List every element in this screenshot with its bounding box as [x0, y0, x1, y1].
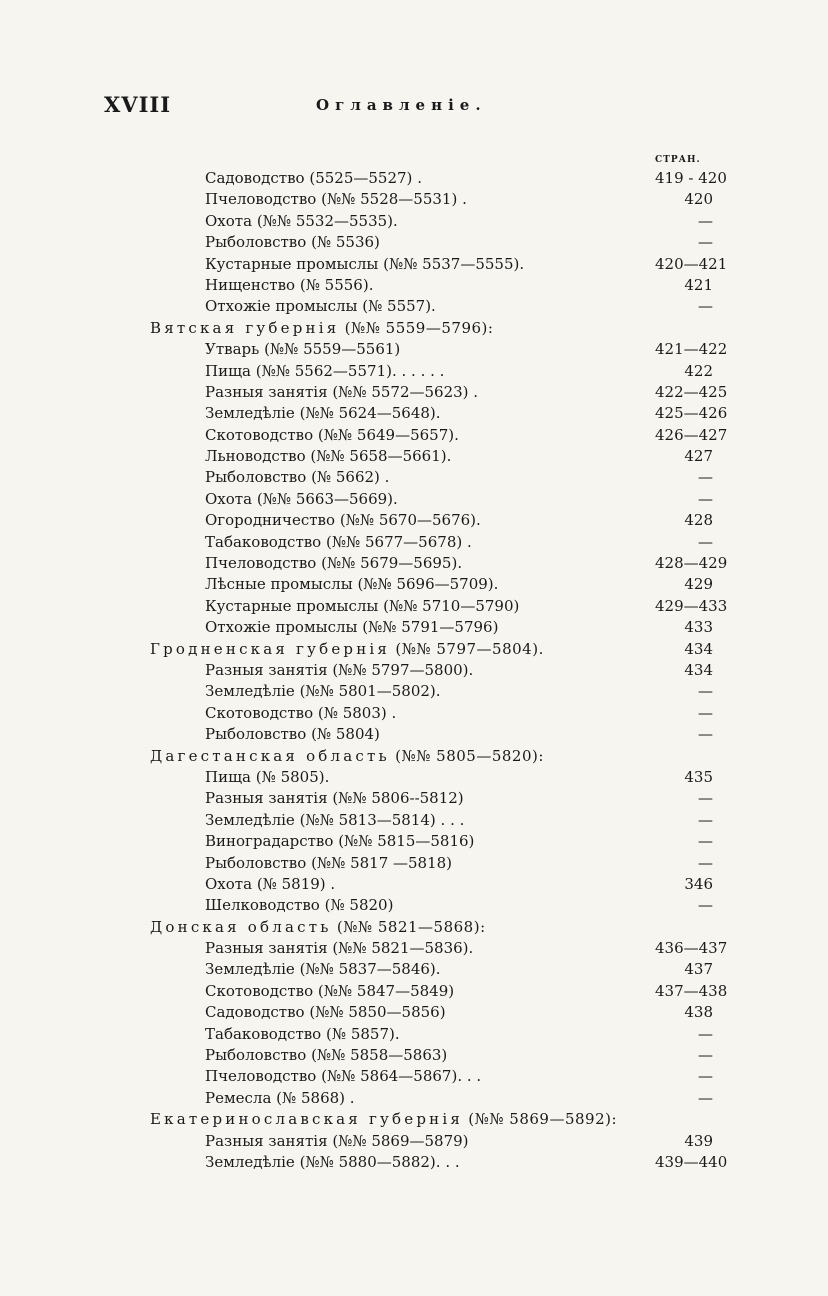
toc-entry-row — [0, 938, 828, 959]
toc-entry-name: Земледѣліе — [205, 1152, 295, 1171]
toc-section-row — [0, 639, 828, 660]
toc-entry-range: (№№ 5696—5709). — [357, 575, 499, 594]
toc-entry-leader: . — [379, 468, 390, 487]
toc-entry-name: Рыболовство — [205, 468, 307, 487]
toc-entry-pages: 437 — [684, 960, 713, 979]
toc-entry-text — [205, 788, 675, 809]
toc-entry-range: (№№ 5559—5796): — [344, 318, 494, 337]
toc-entry-range: (№№ 5847—5849) — [317, 981, 455, 1000]
toc-entry-name: Льноводство — [205, 447, 306, 466]
toc-entry-row — [0, 617, 828, 638]
toc-entry-name: Земледѣліе — [205, 960, 295, 979]
toc-entry-name: Разныя занятія — [205, 939, 328, 958]
toc-entry-row — [0, 275, 828, 296]
toc-entry-text — [205, 489, 675, 510]
toc-entry-text — [205, 532, 675, 553]
toc-entry-range: (№№ 5528—5531) — [321, 190, 458, 209]
toc-entry-range: (№ 5868) — [276, 1088, 346, 1107]
toc-entry-pages: 420 — [684, 190, 713, 209]
toc-entry-range: (№№ 5850—5856) — [309, 1003, 446, 1022]
toc-entry-text — [205, 425, 675, 446]
toc-entry-text — [205, 1152, 675, 1173]
toc-entry-name: Кустарные промыслы — [205, 254, 379, 273]
toc-entry-range: (№№ 5821—5868): — [336, 917, 486, 936]
toc-entry-name: Рыболовство — [205, 853, 307, 872]
toc-entry-range: (№ 5805). — [255, 767, 330, 786]
toc-entry-row — [0, 189, 828, 210]
toc-entry-pages: 422—425 — [655, 382, 728, 401]
toc-entry-pages: 434 — [684, 660, 713, 679]
toc-entry-pages: 346 — [684, 874, 713, 893]
toc-entry-range: (№ 5536) — [311, 233, 380, 252]
toc-entry-pages: — — [698, 1067, 713, 1086]
toc-entry-text — [205, 1066, 675, 1087]
toc-entry-range: (5525—5527) — [309, 169, 413, 187]
toc-entry-pages: 426—427 — [655, 425, 728, 444]
toc-entry-text — [150, 1109, 675, 1130]
toc-entry-pages: — — [698, 853, 713, 872]
toc-section-row — [0, 917, 828, 938]
toc-entry-range: (№№ 5837—5846). — [299, 960, 441, 979]
toc-entry-name: Скотоводство — [205, 981, 314, 1000]
toc-entry-row — [0, 767, 828, 788]
toc-entry-text — [205, 361, 675, 382]
toc-entry-text — [205, 446, 675, 467]
toc-entry-pages: — — [698, 489, 713, 508]
toc-entry-row — [0, 296, 828, 317]
toc-entry-range: (№№ 5815—5816) — [338, 832, 475, 851]
toc-entry-row — [0, 874, 828, 895]
toc-entry-pages: — — [698, 832, 713, 851]
toc-entry-pages: — — [698, 789, 713, 808]
toc-entry-row — [0, 532, 828, 553]
toc-entry-pages: — — [698, 1088, 713, 1107]
toc-entry-row — [0, 254, 828, 275]
toc-entry-text — [150, 917, 675, 938]
toc-entry-text — [205, 853, 675, 874]
toc-entry-name: Донская область — [150, 917, 332, 936]
toc-entry-row — [0, 489, 828, 510]
toc-entry-leader: . — [345, 1088, 355, 1107]
toc-entry-text — [205, 1045, 675, 1066]
toc-entry-range: (№ 5857). — [326, 1024, 400, 1043]
toc-entry-name: Ремесла — [205, 1088, 272, 1107]
toc-entry-range: (№№ 5813—5814) — [299, 810, 436, 829]
toc-entry-pages: — — [698, 211, 713, 230]
toc-entry-pages: — — [698, 725, 713, 744]
toc-entry-row — [0, 168, 828, 189]
toc-entry-text — [205, 574, 675, 595]
toc-entry-row — [0, 361, 828, 382]
toc-entry-row — [0, 853, 828, 874]
toc-entry-range: (№№ 5805—5820): — [395, 746, 544, 765]
toc-entry-name: Лѣсные промыслы — [205, 575, 353, 594]
toc-entry-text — [205, 296, 675, 317]
toc-entry-range: (№№ 5537—5555). — [383, 254, 525, 273]
toc-entry-name: Табаководство — [205, 1024, 322, 1043]
table-of-contents — [0, 168, 828, 1173]
toc-entry-row — [0, 981, 828, 1002]
toc-entry-name: Пчеловодство — [205, 1067, 317, 1086]
toc-entry-text — [205, 874, 675, 895]
toc-entry-pages: — — [698, 1024, 713, 1043]
toc-entry-range: (№№ 5880—5882). — [299, 1152, 441, 1171]
toc-entry-name: Земледѣліе — [205, 682, 295, 701]
toc-entry-pages: — — [698, 810, 713, 829]
toc-entry-leader: . — [325, 874, 336, 893]
toc-entry-leader: . — [462, 532, 472, 551]
toc-entry-name: Отхожіе промыслы — [205, 297, 358, 316]
page-title: Оглавленіе. — [316, 96, 487, 114]
toc-entry-text — [205, 938, 675, 959]
toc-entry-row — [0, 232, 828, 253]
toc-entry-leader: . . . . . — [396, 361, 445, 380]
toc-entry-pages: — — [698, 896, 713, 915]
toc-entry-name: Кустарные промыслы — [205, 596, 379, 615]
toc-entry-range: (№№ 5864—5867). — [321, 1067, 463, 1086]
toc-entry-pages: 437—438 — [655, 981, 728, 1000]
toc-entry-row — [0, 382, 828, 403]
page-header — [0, 92, 828, 122]
toc-entry-range: (№№ 5791—5796) — [362, 618, 499, 637]
toc-entry-name: Разныя занятія — [205, 382, 328, 401]
toc-entry-leader: . — [468, 382, 479, 401]
toc-entry-range: (№№ 5663—5669). — [256, 489, 398, 508]
toc-entry-text — [205, 703, 675, 724]
toc-entry-range: (№ 5556). — [299, 275, 374, 294]
toc-entry-row — [0, 574, 828, 595]
toc-entry-name: Пища — [205, 361, 251, 380]
toc-entry-range: (№№ 5677—5678) — [326, 532, 463, 551]
toc-entry-range: (№№ 5559—5561) — [264, 340, 401, 359]
toc-entry-range: (№ 5557). — [362, 297, 436, 316]
toc-entry-pages: 435 — [684, 767, 713, 786]
toc-entry-text — [150, 318, 675, 339]
toc-entry-range: (№ 5804) — [311, 725, 380, 744]
toc-entry-row — [0, 1066, 828, 1087]
toc-entry-row — [0, 703, 828, 724]
toc-entry-range: (№ 5820) — [324, 896, 394, 915]
toc-entry-name: Шелководство — [205, 896, 320, 915]
toc-entry-row — [0, 339, 828, 360]
toc-entry-name: Разныя занятія — [205, 660, 328, 679]
toc-entry-name: Скотоводство — [205, 703, 314, 722]
toc-entry-pages: — — [698, 703, 713, 722]
toc-entry-pages: 434 — [684, 639, 713, 658]
toc-entry-row — [0, 553, 828, 574]
toc-entry-row — [0, 1024, 828, 1045]
toc-entry-pages: — — [698, 1046, 713, 1065]
toc-entry-name: Рыболовство — [205, 1046, 307, 1065]
toc-entry-text — [205, 189, 675, 210]
toc-entry-text — [205, 382, 675, 403]
toc-entry-row — [0, 788, 828, 809]
toc-entry-text — [205, 1024, 675, 1045]
toc-entry-name: Гродненская губернія — [150, 639, 391, 658]
toc-entry-pages: 429—433 — [655, 596, 728, 615]
toc-entry-name: Пчеловодство — [205, 554, 317, 573]
toc-entry-leader: . . . — [435, 810, 465, 829]
toc-entry-pages: — — [698, 468, 713, 487]
toc-entry-row — [0, 895, 828, 916]
toc-entry-row — [0, 810, 828, 831]
toc-entry-range: (№№ 5572—5623) — [332, 382, 469, 401]
toc-entry-text — [205, 1002, 675, 1023]
toc-entry-row — [0, 1045, 828, 1066]
toc-entry-range: (№№ 5658—5661). — [310, 447, 452, 466]
toc-entry-row — [0, 681, 828, 702]
toc-entry-text — [205, 617, 675, 638]
toc-entry-range: (№№ 5806--5812) — [332, 789, 464, 808]
toc-entry-pages: 425—426 — [655, 404, 728, 423]
toc-entry-pages: 428 — [684, 511, 713, 530]
toc-entry-name: Садоводство — [205, 169, 305, 187]
toc-entry-text — [205, 254, 675, 275]
toc-entry-row — [0, 1002, 828, 1023]
toc-entry-row — [0, 510, 828, 531]
toc-entry-name: Охота — [205, 489, 253, 508]
pages-column-header: СТРАН. — [655, 155, 701, 165]
toc-entry-name: Вятская губернія — [150, 318, 340, 337]
toc-entry-pages: 421 — [684, 275, 713, 294]
toc-entry-row — [0, 959, 828, 980]
toc-section-row — [0, 318, 828, 339]
toc-entry-row — [0, 596, 828, 617]
toc-section-row — [0, 746, 828, 767]
toc-entry-text — [205, 810, 675, 831]
toc-entry-text — [150, 746, 675, 767]
toc-entry-range: (№№ 5624—5648). — [299, 404, 441, 423]
toc-entry-name: Скотоводство — [205, 425, 314, 444]
toc-entry-range: (№№ 5532—5535). — [256, 211, 398, 230]
toc-entry-name: Рыболовство — [205, 725, 307, 744]
toc-entry-text — [205, 211, 675, 232]
toc-entry-name: Разныя занятія — [205, 789, 328, 808]
toc-entry-text — [205, 959, 675, 980]
toc-entry-pages: 429 — [684, 575, 713, 594]
toc-entry-text — [205, 981, 675, 1002]
toc-entry-name: Охота — [205, 874, 253, 893]
toc-entry-pages: — — [698, 682, 713, 701]
toc-entry-range: (№№ 5710—5790) — [383, 596, 520, 615]
toc-entry-leader: . . — [440, 1152, 460, 1171]
toc-entry-name: Разныя занятія — [205, 1131, 328, 1150]
toc-entry-row — [0, 425, 828, 446]
toc-entry-pages: 419 - 420 — [655, 169, 727, 187]
toc-entry-name: Рыболовство — [205, 233, 307, 252]
toc-entry-name: Отхожіе промыслы — [205, 618, 358, 637]
toc-entry-pages: 433 — [684, 618, 713, 637]
toc-entry-text — [205, 724, 675, 745]
toc-entry-range: (№№ 5797—5804). — [395, 639, 544, 658]
toc-entry-text — [205, 467, 675, 488]
toc-entry-text — [205, 232, 675, 253]
toc-entry-pages: — — [698, 233, 713, 252]
toc-entry-pages: 439 — [684, 1131, 713, 1150]
toc-entry-name: Садоводство — [205, 1003, 305, 1022]
toc-entry-text — [205, 339, 675, 360]
toc-entry-text — [205, 831, 675, 852]
toc-entry-range: (№№ 5869—5892): — [468, 1110, 618, 1129]
toc-entry-row — [0, 831, 828, 852]
toc-entry-row — [0, 660, 828, 681]
toc-entry-text — [205, 553, 675, 574]
toc-entry-text — [205, 681, 675, 702]
toc-entry-name: Виноградарство — [205, 832, 334, 851]
toc-entry-text — [205, 1088, 675, 1109]
toc-entry-range: (№№ 5797—5800). — [332, 660, 474, 679]
toc-entry-text — [205, 168, 675, 189]
toc-entry-text — [205, 403, 675, 424]
toc-entry-text — [205, 510, 675, 531]
toc-entry-row — [0, 1131, 828, 1152]
toc-entry-range: (№№ 5649—5657). — [317, 425, 459, 444]
toc-entry-row — [0, 446, 828, 467]
toc-entry-name: Пища — [205, 767, 251, 786]
toc-entry-pages: 439—440 — [655, 1152, 728, 1171]
toc-entry-leader: . — [457, 190, 467, 209]
toc-section-row — [0, 1109, 828, 1130]
toc-entry-name: Екатеринославская губернія — [150, 1110, 463, 1129]
toc-entry-name: Земледѣліе — [205, 404, 295, 423]
toc-entry-name: Охота — [205, 211, 253, 230]
toc-entry-text — [205, 660, 675, 681]
toc-entry-pages: 438 — [684, 1003, 713, 1022]
toc-entry-range: (№№ 5801—5802). — [299, 682, 441, 701]
toc-entry-pages: — — [698, 532, 713, 551]
toc-entry-range: (№ 5662) — [311, 468, 380, 487]
toc-entry-leader: . . — [462, 1067, 482, 1086]
toc-entry-range: (№№ 5817 —5818) — [311, 853, 453, 872]
toc-entry-text — [205, 1131, 675, 1152]
toc-entry-name: Огородничество — [205, 511, 336, 530]
toc-entry-row — [0, 724, 828, 745]
toc-entry-pages: 436—437 — [655, 939, 728, 958]
toc-entry-text — [205, 767, 675, 788]
toc-entry-range: (№№ 5858—5863) — [311, 1046, 448, 1065]
toc-entry-text — [205, 275, 675, 296]
toc-entry-row — [0, 467, 828, 488]
toc-entry-row — [0, 403, 828, 424]
toc-entry-range: (№№ 5869—5879) — [332, 1131, 469, 1150]
toc-entry-name: Пчеловодство — [205, 190, 317, 209]
toc-entry-range: (№ 5803) — [317, 703, 387, 722]
toc-entry-name: Утварь — [205, 340, 260, 359]
toc-entry-range: (№ 5819) — [256, 874, 326, 893]
toc-entry-text — [150, 639, 675, 660]
toc-entry-range: (№№ 5562—5571). — [255, 361, 397, 380]
toc-entry-leader: . — [386, 703, 397, 722]
toc-entry-range: (№№ 5670—5676). — [339, 511, 481, 530]
toc-entry-pages: — — [698, 297, 713, 316]
toc-entry-row — [0, 211, 828, 232]
toc-entry-name: Нищенство — [205, 275, 296, 294]
toc-entry-name: Табаководство — [205, 532, 322, 551]
toc-entry-row — [0, 1152, 828, 1173]
toc-entry-pages: 427 — [684, 447, 713, 466]
toc-entry-name: Дагестанская область — [150, 746, 390, 765]
toc-entry-text — [205, 596, 675, 617]
toc-entry-pages: 428—429 — [655, 554, 728, 573]
toc-entry-text — [205, 895, 675, 916]
toc-entry-name: Земледѣліе — [205, 810, 295, 829]
toc-entry-range: (№№ 5679—5695). — [321, 554, 463, 573]
toc-entry-pages: 420—421 — [655, 254, 728, 273]
toc-entry-leader: . — [412, 169, 422, 187]
toc-entry-range: (№№ 5821—5836). — [332, 939, 474, 958]
page-number: XVIII — [104, 92, 172, 117]
toc-entry-row — [0, 1088, 828, 1109]
toc-entry-pages: 422 — [684, 361, 713, 380]
toc-entry-pages: 421—422 — [655, 340, 728, 359]
